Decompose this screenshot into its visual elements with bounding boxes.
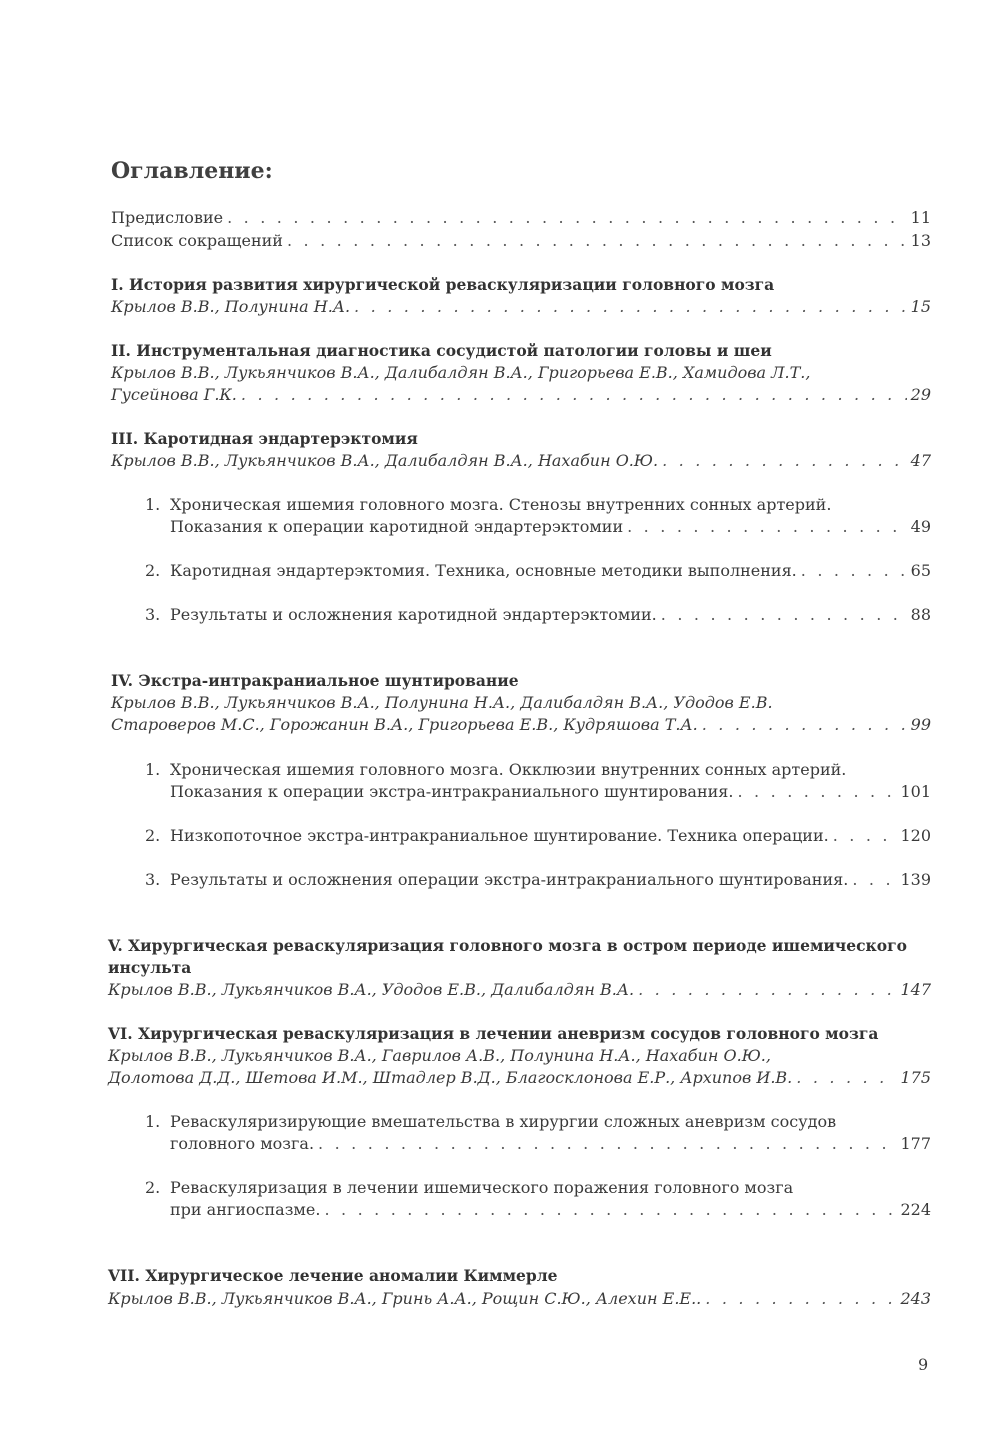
subsection-entry[interactable] <box>170 1133 931 1155</box>
section-title[interactable]: V. Хирургическая реваскуляризация головного мозга в остром периоде ишемического <box>108 936 907 955</box>
entry-page: 139 <box>900 870 931 889</box>
dot-leader <box>737 781 896 803</box>
entry-text: Предисловие <box>111 208 224 227</box>
subsection-line: Реваскуляризирующие вмешательства в хирургии сложных аневризм сосудов <box>170 1112 837 1131</box>
authors-text: Крылов В.В., Полунина Н.А. <box>111 297 351 316</box>
section-authors[interactable] <box>108 979 931 1001</box>
subsection-number: 2. <box>145 561 161 580</box>
section-authors[interactable] <box>111 296 931 318</box>
dot-leader <box>833 825 897 847</box>
subsection-line: Хроническая ишемия головного мозга. Стенозы внутренних сонных артерий. <box>170 495 832 514</box>
authors-text: Крылов В.В., Лукьянчиков В.А., Удодов Е.В., Далибалдян В.А. <box>108 980 635 999</box>
entry-page: 177 <box>900 1134 931 1153</box>
dot-leader <box>638 979 896 1001</box>
subsection-number: 1. <box>145 760 161 779</box>
dot-leader <box>801 560 907 582</box>
subsection-text: Каротидная эндартерэктомия. Техника, основные методики выполнения. <box>170 561 797 580</box>
authors-text: Крылов В.В., Лукьянчиков В.А., Далибалдян В.А., Нахабин О.Ю. <box>111 451 659 470</box>
section-authors[interactable] <box>108 1067 931 1089</box>
entry-page: 101 <box>900 782 931 801</box>
subsection-number: 2. <box>145 1178 161 1197</box>
dot-leader <box>287 230 907 252</box>
entry-page: 120 <box>900 826 931 845</box>
subsection-text: при ангиоспазме. <box>170 1200 321 1219</box>
dot-leader <box>227 207 907 229</box>
subsection-number: 1. <box>145 1112 161 1131</box>
toc-entry-abbreviations[interactable] <box>111 230 931 252</box>
toc-title: Оглавление: <box>111 158 273 184</box>
section-title[interactable]: I. История развития хирургической реваскуляризации головного мозга <box>111 275 775 294</box>
section-authors[interactable] <box>111 384 931 406</box>
entry-page: 147 <box>900 980 931 999</box>
section-title[interactable]: IV. Экстра-интракраниальное шунтирование <box>111 671 519 690</box>
subsection-entry[interactable] <box>170 604 931 626</box>
subsection-entry[interactable] <box>170 516 931 538</box>
dot-leader <box>705 1288 896 1310</box>
authors-line: Крылов В.В., Лукьянчиков В.А., Полунина Н.А., Далибалдян В.А., Удодов Е.В. <box>111 693 773 712</box>
section-title-continued: инсульта <box>108 958 192 977</box>
section-authors[interactable] <box>108 1288 931 1310</box>
subsection-text: Показания к операции экстра-интракраниального шунтирования. <box>170 782 734 801</box>
entry-page: 15 <box>910 297 931 316</box>
authors-text: Староверов М.С., Горожанин В.А., Григорьева Е.В., Кудряшова Т.А. <box>111 715 698 734</box>
subsection-number: 2. <box>145 826 161 845</box>
authors-text: Крылов В.В., Лукьянчиков В.А., Гринь А.А., Рощин С.Ю., Алехин Е.Е.. <box>108 1289 702 1308</box>
subsection-text: Низкопоточное экстра-интракраниальное шунтирование. Техника операции. <box>170 826 829 845</box>
subsection-text: головного мозга. <box>170 1134 315 1153</box>
authors-line: Крылов В.В., Лукьянчиков В.А., Гаврилов А.В., Полунина Н.А., Нахабин О.Ю., <box>108 1046 771 1065</box>
dot-leader <box>354 296 907 318</box>
entry-page: 47 <box>910 451 931 470</box>
dot-leader <box>324 1199 896 1221</box>
section-title[interactable]: VI. Хирургическая реваскуляризация в лечении аневризм сосудов головного мозга <box>108 1024 879 1043</box>
dot-leader <box>661 604 907 626</box>
dot-leader <box>318 1133 896 1155</box>
section-title[interactable]: II. Инструментальная диагностика сосудистой патологии головы и шеи <box>111 341 772 360</box>
dot-leader <box>796 1067 896 1089</box>
subsection-text: Результаты и осложнения каротидной эндартерэктомии. <box>170 605 657 624</box>
authors-text: Гусейнова Г.К. <box>111 385 237 404</box>
section-authors[interactable] <box>111 450 931 472</box>
entry-page: 88 <box>910 605 931 624</box>
entry-page: 13 <box>910 231 931 250</box>
subsection-text: Показания к операции каротидной эндартерэктомии <box>170 517 624 536</box>
entry-text: Список сокращений <box>111 231 283 250</box>
subsection-line: Реваскуляризация в лечении ишемического поражения головного мозга <box>170 1178 794 1197</box>
entry-page: 11 <box>910 208 931 227</box>
section-title[interactable]: III. Каротидная эндартерэктомия <box>111 429 418 448</box>
dot-leader <box>662 450 907 472</box>
entry-page: 224 <box>900 1200 931 1219</box>
authors-text: Долотова Д.Д., Шетова И.М., Штадлер В.Д., Благосклонова Е.Р., Архипов И.В. <box>108 1068 793 1087</box>
subsection-entry[interactable] <box>170 560 931 582</box>
subsection-number: 1. <box>145 495 161 514</box>
section-authors[interactable] <box>111 714 931 736</box>
subsection-line: Хроническая ишемия головного мозга. Окклюзии внутренних сонных артерий. <box>170 760 847 779</box>
dot-leader <box>852 869 896 891</box>
page-number: 9 <box>918 1355 929 1374</box>
toc-entry-preface[interactable] <box>111 207 931 229</box>
dot-leader <box>241 384 907 406</box>
section-title[interactable]: VII. Хирургическое лечение аномалии Киммерле <box>108 1266 558 1285</box>
subsection-text: Результаты и осложнения операции экстра-интракраниального шунтирования. <box>170 870 849 889</box>
authors-line: Крылов В.В., Лукьянчиков В.А., Далибалдян В.А., Григорьева Е.В., Хамидова Л.Т., <box>111 363 811 382</box>
subsection-number: 3. <box>145 870 161 889</box>
entry-page: 175 <box>900 1068 931 1087</box>
entry-page: 49 <box>910 517 931 536</box>
subsection-entry[interactable] <box>170 781 931 803</box>
subsection-entry[interactable] <box>170 825 931 847</box>
subsection-number: 3. <box>145 605 161 624</box>
entry-page: 243 <box>900 1289 931 1308</box>
entry-page: 65 <box>910 561 931 580</box>
entry-page: 99 <box>910 715 931 734</box>
dot-leader <box>627 516 907 538</box>
entry-page: 29 <box>910 385 931 404</box>
dot-leader <box>702 714 907 736</box>
subsection-entry[interactable] <box>170 1199 931 1221</box>
subsection-entry[interactable] <box>170 869 931 891</box>
